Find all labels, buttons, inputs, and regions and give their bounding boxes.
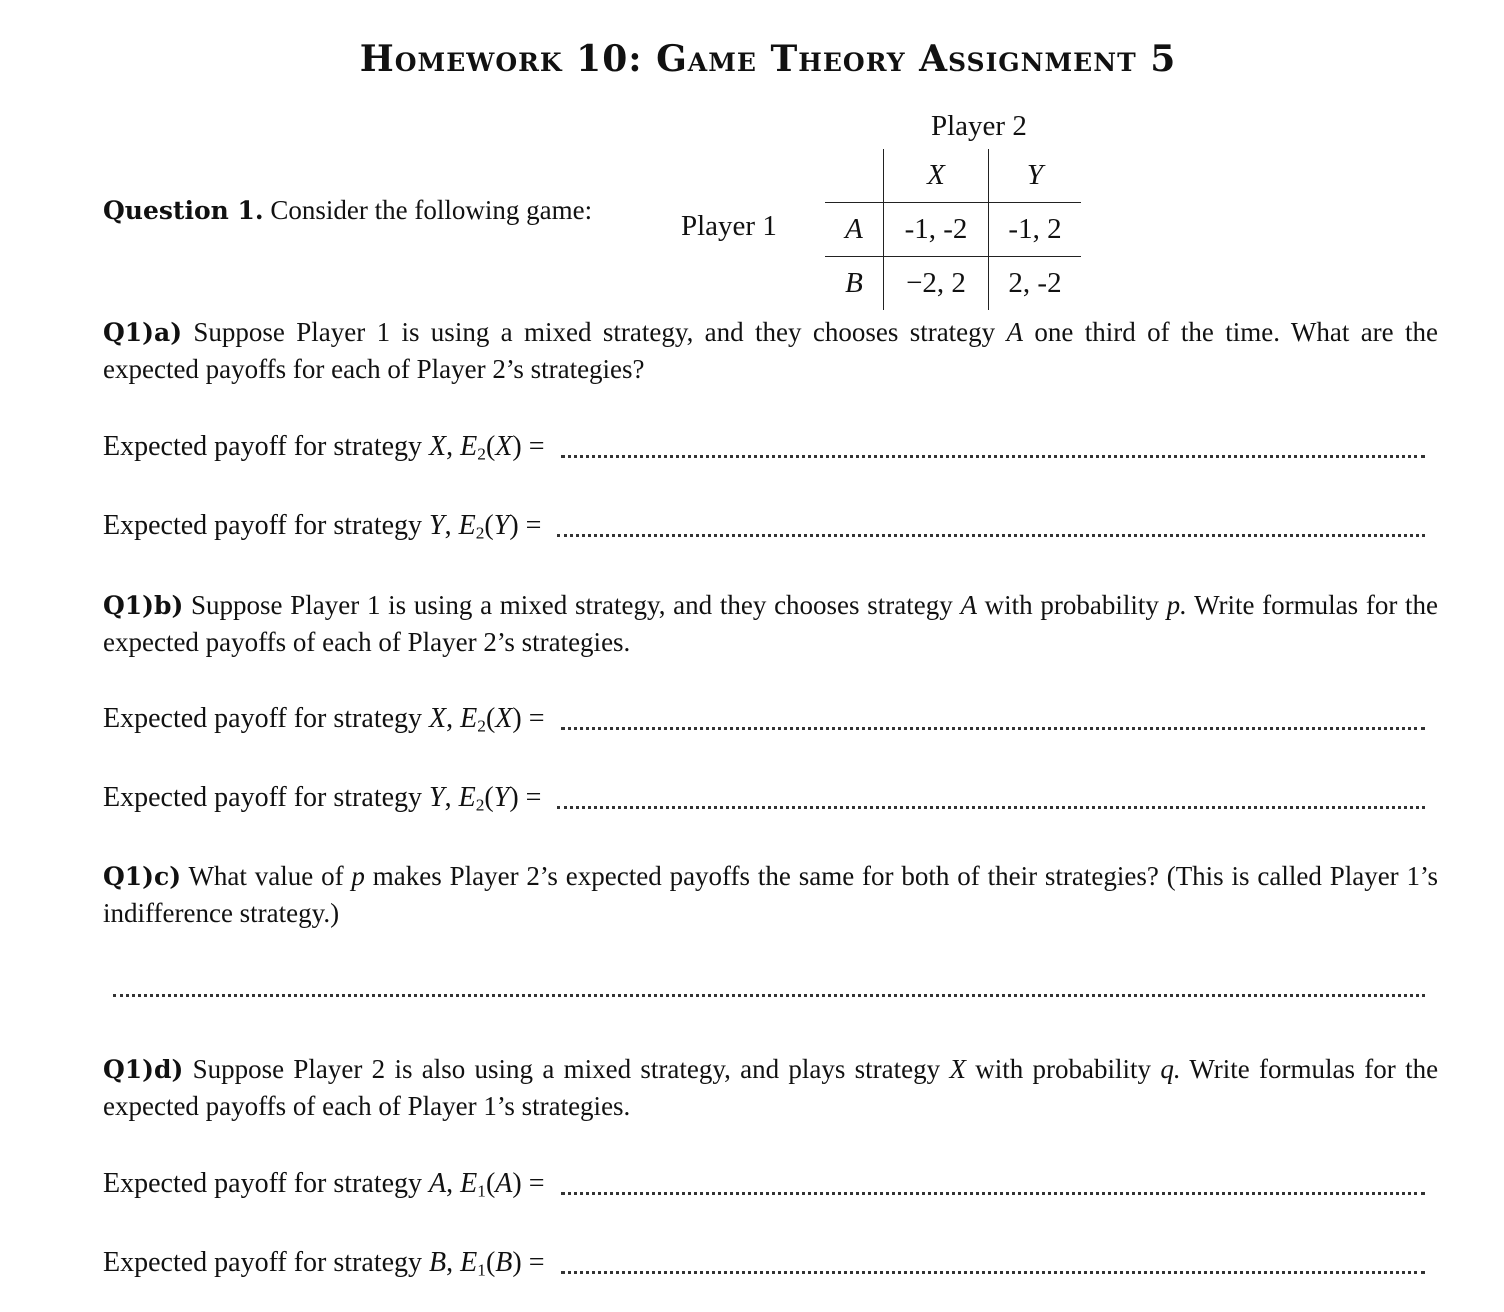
matrix-row-a [825, 203, 1081, 257]
answer-line-q1a-x[interactable] [103, 424, 1425, 464]
col-header-y: Y [989, 149, 1082, 203]
cell-b-x: −2, 2 [906, 267, 966, 299]
answer-label: Expected payoff for strategy Y, $E_2(Y)$ = [103, 781, 542, 814]
answer-line-q1a-y[interactable] [103, 503, 1425, 543]
row-header-a: A [825, 203, 884, 257]
answer-blank[interactable] [561, 727, 1426, 730]
q1a-text-after: one third of the time. What are the expected payoffs for each of Player 2’s strategies? [103, 317, 1439, 384]
answer-blank[interactable] [561, 455, 1426, 458]
question-1c [103, 858, 1438, 931]
player-1-label: Player 1 [681, 210, 777, 242]
q1b-text: Suppose Player 1 is using a mixed strategy, and they chooses strategy [191, 590, 953, 620]
answer-label: Expected payoff for strategy A, $E_1(A)$ = [103, 1167, 545, 1200]
q1d-text-mid: with probability [975, 1054, 1152, 1084]
question-1d [103, 1051, 1438, 1124]
cell-a-x: -1, -2 [884, 203, 989, 257]
question-1a [103, 314, 1438, 387]
q1c-text: What value of [188, 861, 344, 891]
answer-label: Expected payoff for strategy X, $E_2(X)$ = [103, 430, 545, 463]
q1d-var2: q. [1160, 1054, 1181, 1084]
q1a-label: Q1)a) [103, 318, 183, 347]
answer-label: Expected payoff for strategy X, $E_2(X)$ = [103, 702, 545, 735]
answer-label: Expected payoff for strategy Y, $E_2(Y)$ = [103, 509, 542, 542]
answer-line-q1b-y[interactable] [103, 775, 1425, 815]
answer-blank-q1c[interactable] [113, 994, 1425, 997]
q1b-var: A [960, 590, 977, 620]
q1c-text-after: makes Player 2’s expected payoffs the same for both of their strategies? (This is called Player 1’s indifference strategy.) [103, 861, 1439, 928]
matrix-corner [825, 149, 884, 203]
answer-blank[interactable] [561, 1192, 1426, 1195]
answer-blank[interactable] [561, 1271, 1426, 1274]
answer-label: Expected payoff for strategy B, $E_1(B)$ = [103, 1246, 545, 1279]
page-title: Homework 10: Game Theory Assignment 5 [359, 38, 1177, 80]
answer-blank[interactable] [557, 534, 1425, 537]
payoff-matrix [825, 149, 1081, 310]
answer-line-q1d-a[interactable] [103, 1161, 1425, 1201]
q1b-text-after: Write formulas for the expected payoffs of each of Player 2’s strategies. [103, 590, 1439, 657]
question-1-text: Consider the following game: [270, 195, 593, 225]
answer-line-q1b-x[interactable] [103, 696, 1425, 736]
answer-blank[interactable] [557, 806, 1425, 809]
player-2-label: Player 2 [931, 110, 1027, 142]
q1b-text-mid: with probability [984, 590, 1159, 620]
q1b-label: Q1)b) [103, 591, 184, 620]
row-header-b: B [825, 257, 884, 311]
q1d-text-after: Write formulas for the expected payoffs of each of Player 1’s strategies. [103, 1054, 1439, 1121]
q1d-var: X [949, 1054, 966, 1084]
cell-b-y: 2, -2 [989, 257, 1082, 311]
matrix-header-row [825, 149, 1081, 203]
q1c-var: p [351, 861, 365, 891]
q1d-text: Suppose Player 2 is also using a mixed strategy, and plays strategy [192, 1054, 941, 1084]
question-1-label: Question 1. [103, 196, 264, 225]
answer-line-q1d-b[interactable] [103, 1240, 1425, 1280]
q1d-label: Q1)d) [103, 1055, 184, 1084]
q1a-var: A [1006, 317, 1024, 347]
col-header-x: X [884, 149, 989, 203]
q1c-label: Q1)c) [103, 862, 182, 891]
q1b-var2: p. [1166, 590, 1187, 620]
cell-a-y: -1, 2 [989, 203, 1082, 257]
question-1-intro [103, 192, 592, 229]
q1a-text: Suppose Player 1 is using a mixed strategy, and they chooses strategy [193, 317, 996, 347]
matrix-row-b [825, 257, 1081, 311]
question-1b [103, 587, 1438, 660]
